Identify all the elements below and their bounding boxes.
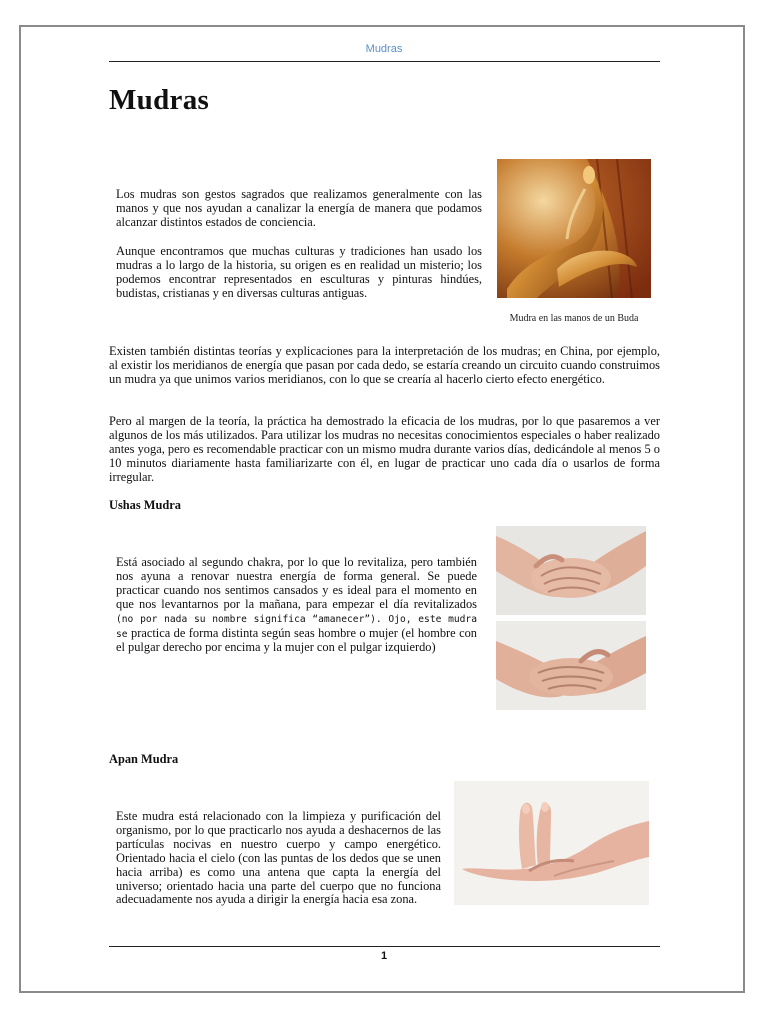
running-header: Mudras [365,43,403,55]
page-title: Mudras [109,84,210,116]
footer-rule [109,946,660,947]
header-rule [109,61,660,62]
buddha-photo-caption: Mudra en las manos de un Buda [509,313,639,324]
ushas-text-part-a: Está asociado al segundo chakra, por lo que lo revitaliza, pero también nos ayuna a renovar nuestra energía de forma general. Se puede practicar cuando nos sentimos cansados y es ideal para el momento en que nos levantarnos por la mañana, para empezar el día revitalizados [116,555,477,611]
page-number: 1 [380,950,388,962]
apan-mudra-text: Este mudra está relacionado con la limpieza y purificación del organismo, por lo que practicarlo nos ayuda a deshacernos de las partículas nocivas en nuestro cuerpo y campo energético. Orientado hacia el cielo (con las puntas de los dedos que se unen hacia arriba) es como una antena que capta la energía del universo; orientado hacia una parte del cuerpo que no funciona adecuadamente nos ayuda a dirigir la energía hacia esa zona. [116,809,441,907]
body-paragraph-3: Existen también distintas teorías y explicaciones para la interpretación de los mudras; en China, por ejemplo, al existir los meridianos de energía que pasan por cada dedo, se estaría creando un circuito cuando construimos un mudra ya que unimos varios meridianos, con lo que se crearía al hacerlo cierto efecto energético. [109,344,660,386]
body-paragraph-4: Pero al margen de la teoría, la práctica ha demostrado la eficacia de los mudras, por lo que pasaremos a ver algunos de los más utilizados. Para utilizar los mudras no necesitas conocimientos especiales o haber realizado antes yoga, pero es recomendable practicar con un mismo mudra durante varios días, dedicándole al menos 5 o 10 minutos diariamente hasta familiarizarte con él, en lugar de practicar uno cada día o usarlos de forma irregular. [109,414,660,484]
intro-paragraph-1: Los mudras son gestos sagrados que realizamos generalmente con las manos y que nos ayudan a canalizar la energía de manera que podamos alcanzar distintos estados de conciencia. [116,187,482,229]
apan-mudra-hand-photo-icon [454,781,649,905]
apan-mudra-heading: Apan Mudra [109,752,179,766]
ushas-text-mono: (no por nada su nombre significa “amanecer”). Ojo, este mudra se [116,613,477,640]
buddha-hand-photo-icon [497,159,651,298]
ushas-mudra-heading: Ushas Mudra [109,498,181,512]
ushas-mudra-text [116,556,477,655]
ushas-text-part-b: practica de forma distinta según seas hombre o mujer (el hombre con el pulgar derecho por encima y la mujer con el pulgar izquierdo) [116,625,477,655]
interlaced-hands-bottom-photo-icon [496,621,646,710]
interlaced-hands-top-photo-icon [496,526,646,615]
intro-paragraph-2: Aunque encontramos que muchas culturas y tradiciones han usado los mudras a lo largo de la historia, su origen es en realidad un misterio; los podemos encontrar representados en esculturas y pinturas hindúes, budistas, cristianas y en diversas culturas antiguas. [116,244,482,300]
